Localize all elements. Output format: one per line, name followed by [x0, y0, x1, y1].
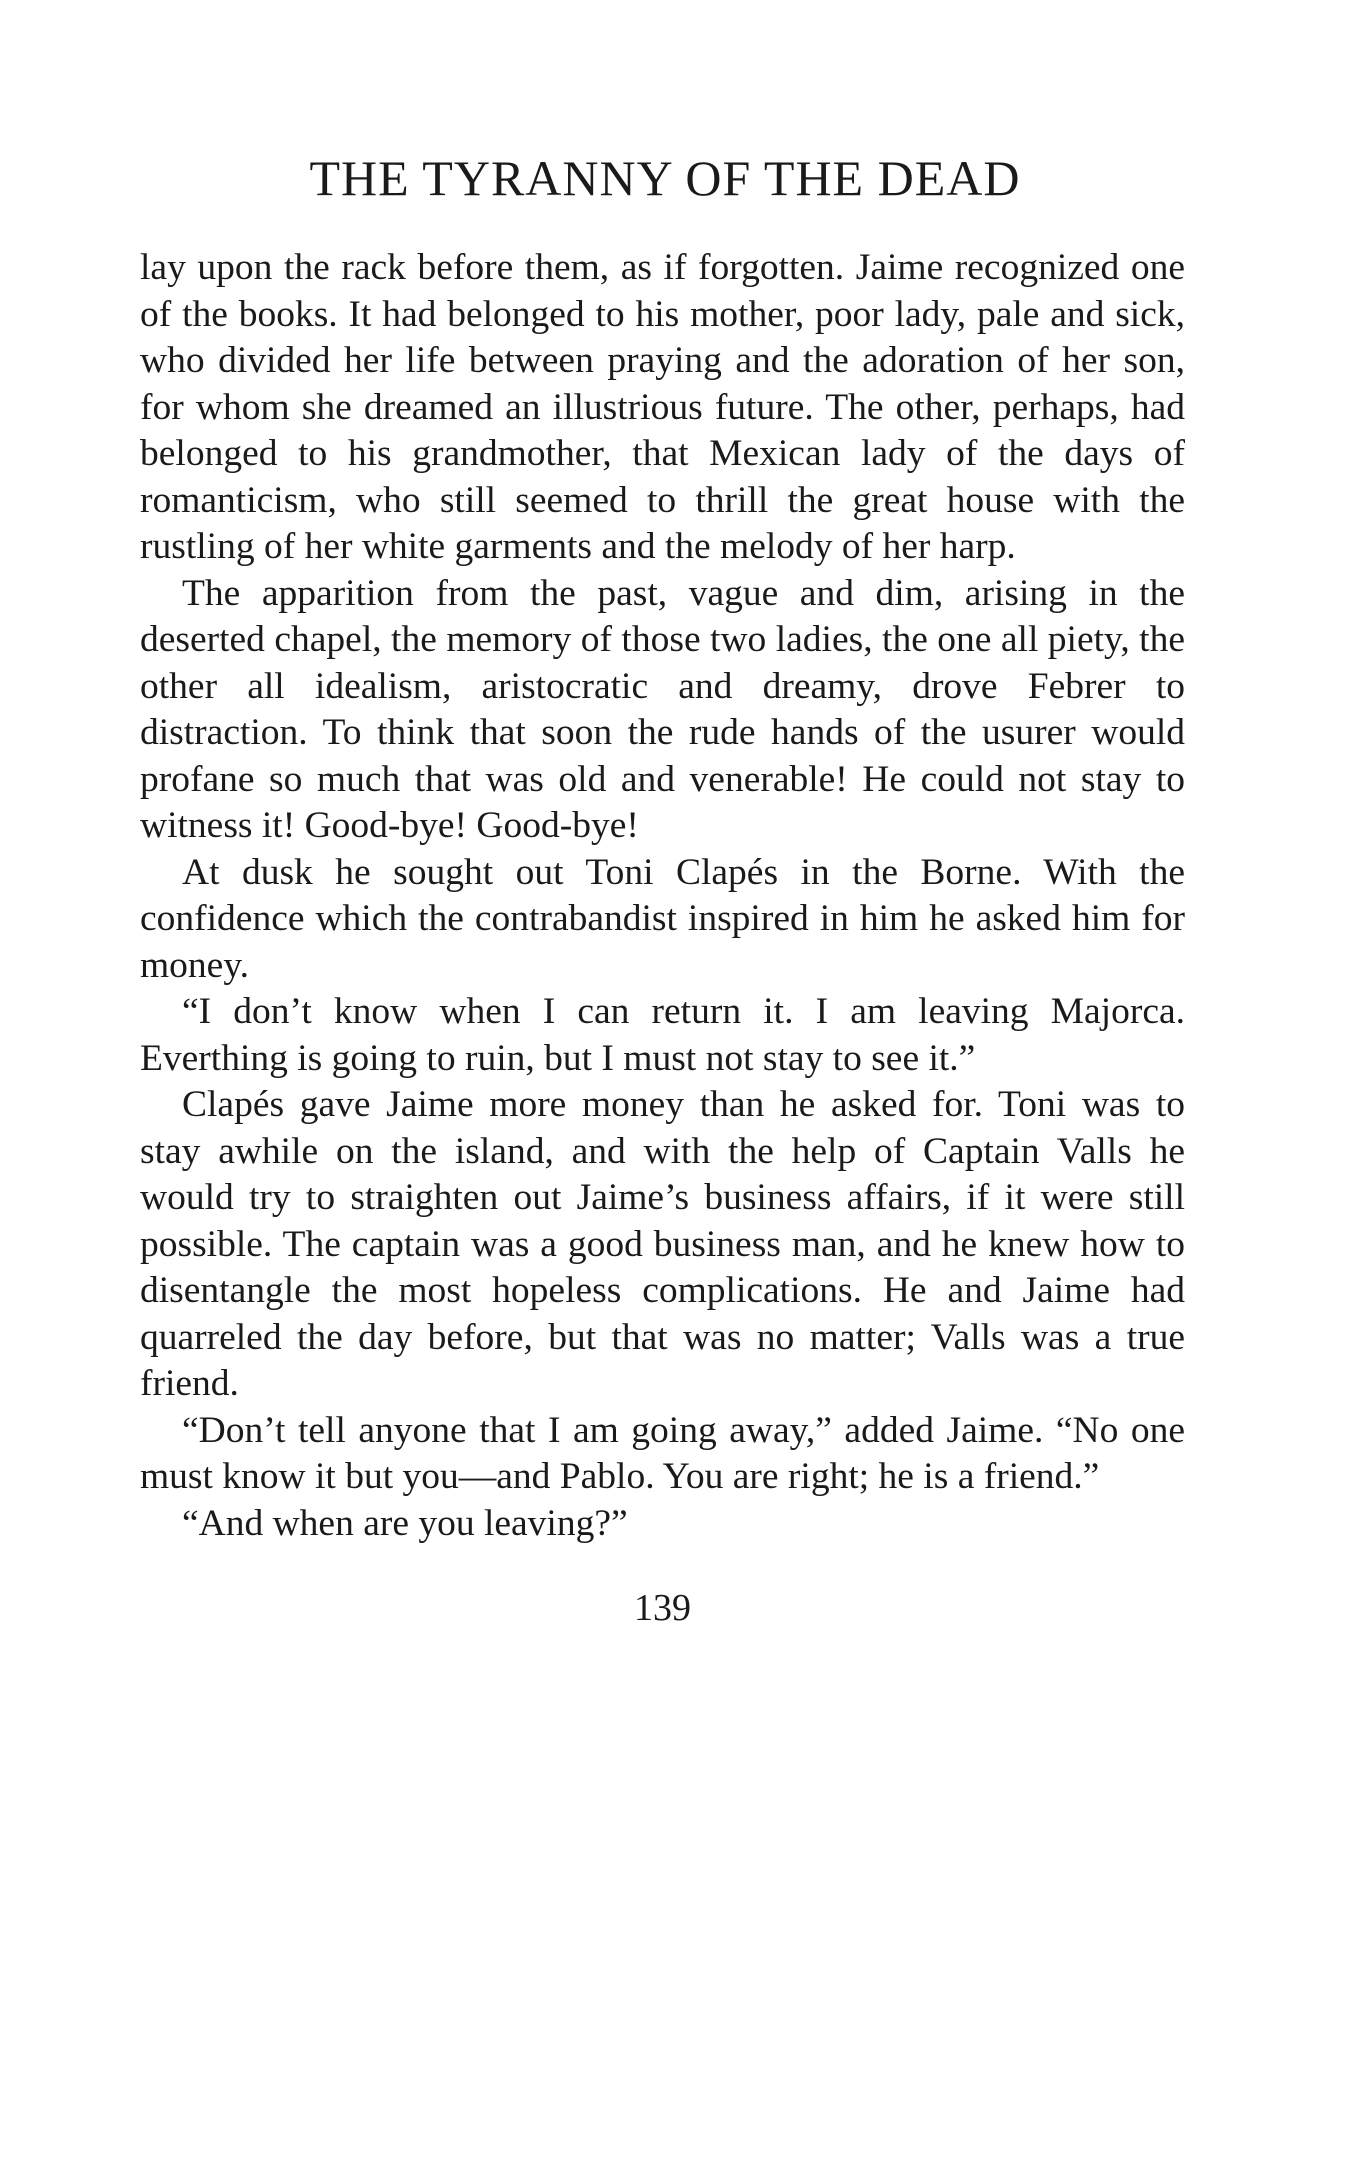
paragraph-continued: lay upon the rack before them, as if forgotten. Jaime recognized one of the books. It had belonged to his mother, poor lady, pale and sick, who divided her life between praying and the adoration of her son, for whom she dreamed an illustrious future. The other, perhaps, had belonged to his grandmother, that Mexican lady of the days of romanticism, who still seemed to thrill the great house with the rustling of her white garments and the melody of her harp.: [140, 247, 1185, 567]
paragraph: At dusk he sought out Toni Clapés in the Borne. With the confidence which the contrabandist inspired in him he asked him for money.: [140, 851, 1185, 986]
paragraph: “And when are you leaving?”: [182, 1502, 628, 1544]
running-head: THE TYRANNY OF THE DEAD: [309, 150, 1021, 206]
paragraph: Clapés gave Jaime more money than he asked for. Toni was to stay awhile on the island, and with the help of Captain Valls he would try to straighten out Jaime’s business affairs, if it were still possible. The captain was a good business man, and he knew how to disentangle the most hopeless complications. He and Jaime had quarreled the day before, but that was no matter; Valls was a true friend.: [140, 1084, 1185, 1404]
page-number: 139: [634, 1587, 691, 1629]
paragraph: The apparition from the past, vague and dim, arising in the deserted chapel, the memory of those two ladies, the one all piety, the other all idealism, aristocratic and dreamy, drove Febrer to distraction. To think that soon the rude hands of the usurer would profane so much that was old and venerable! He could not stay to witness it! Good-bye! Good-bye!: [140, 572, 1185, 846]
body-text: [140, 245, 1185, 1547]
paragraph: “I don’t know when I can return it. I am leaving Majorca. Everthing is going to ruin, but I must not stay to see it.”: [140, 991, 1185, 1079]
paragraph: “Don’t tell anyone that I am going away,” added Jaime. “No one must know it but you—and Pablo. You are right; he is a friend.”: [140, 1409, 1185, 1497]
